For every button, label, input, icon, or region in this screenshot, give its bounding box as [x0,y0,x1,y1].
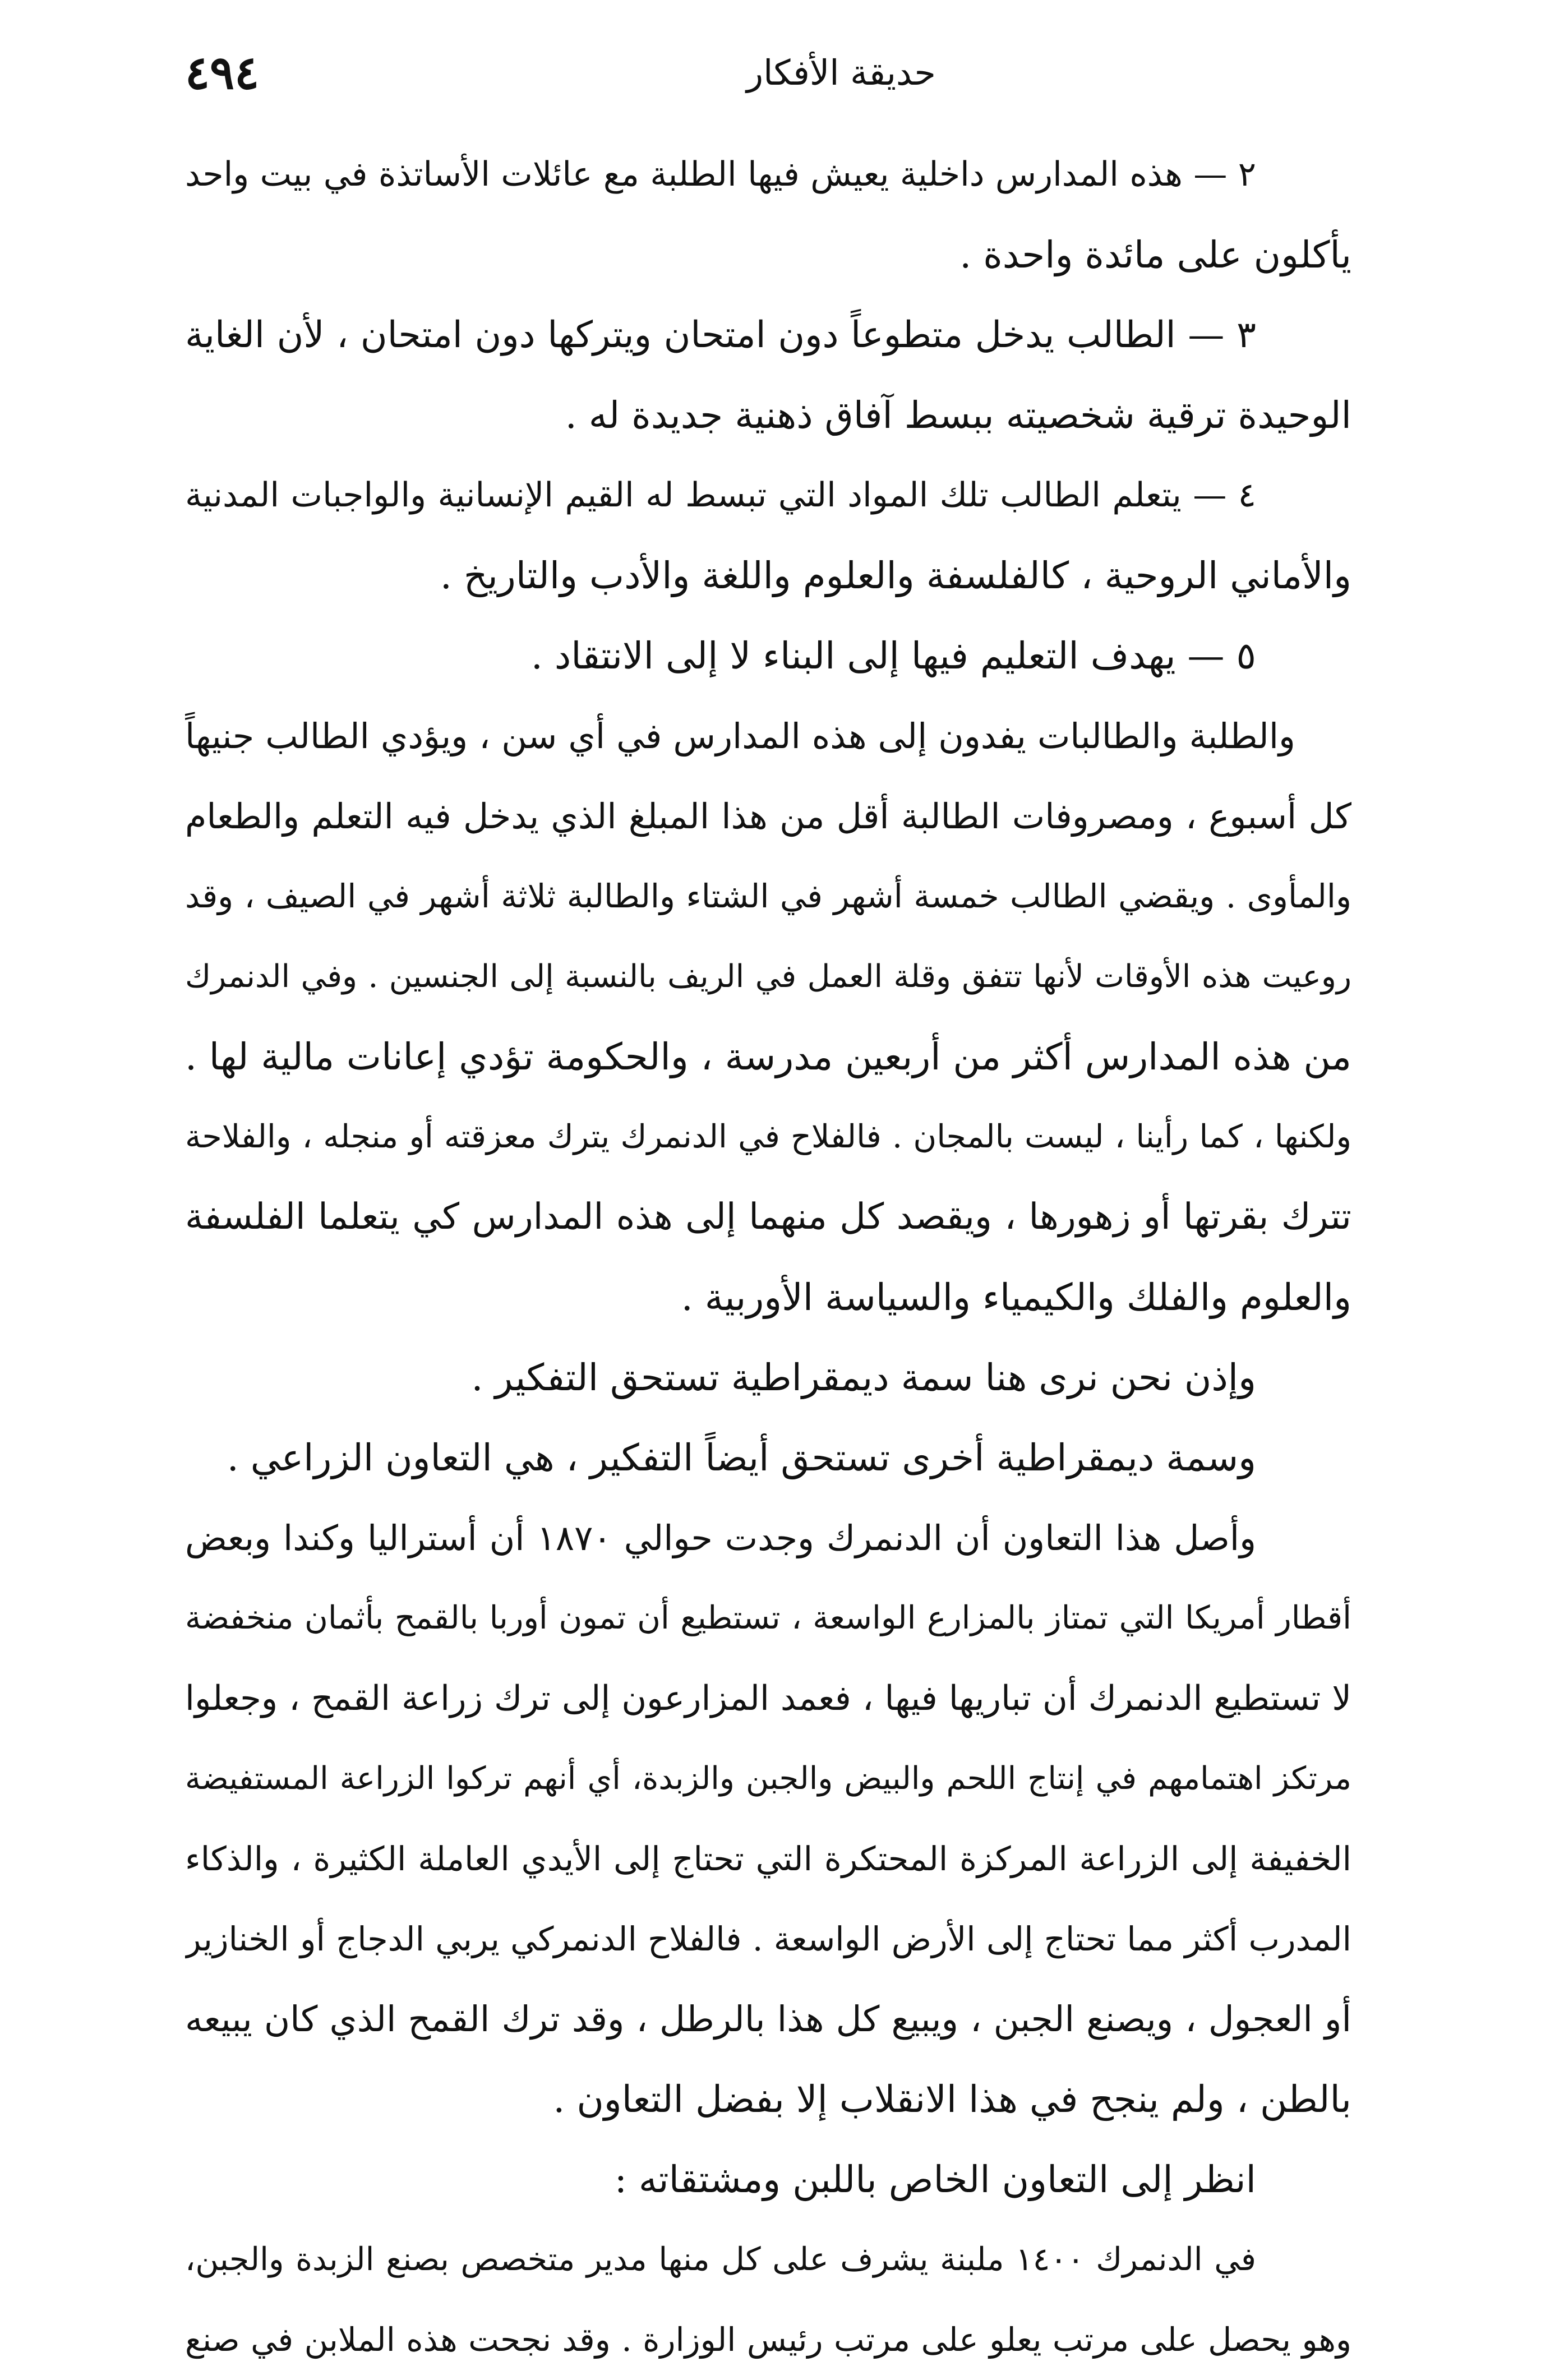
text-line: من هذه المدارس أكثر من أربعين مدرسة ، والحكومة تؤدي إعانات مالية لها . [185,1035,1351,1078]
text-line: بالطن ، ولم ينجح في هذا الانقلاب إلا بفضل التعاون . [553,2078,1351,2121]
text-line: المدرب أكثر مما تحتاج إلى الأرض الواسعة . فالفلاح الدنمركي يربي الدجاج أو الخنازير [185,1920,1351,1958]
text-line: ٢ — هذه المدارس داخلية يعيش فيها الطلبة مع عائلات الأساتذة في بيت واحد [185,155,1256,194]
text-line: ولكنها ، كما رأينا ، ليست بالمجان . فالفلاح في الدنمرك يترك معزقته أو منجله ، والفلاحة [185,1118,1351,1155]
text-line: وهو يحصل على مرتب يعلو على مرتب رئيس الوزارة . وقد نجحت هذه الملابن في صنع [185,2321,1351,2359]
text-line: والعلوم والفلك والكيمياء والسياسة الأوربية . [681,1276,1351,1319]
text-line: يأكلون على مائدة واحدة . [959,233,1351,276]
text-line: الخفيفة إلى الزراعة المركزة المحتكرة التي تحتاج إلى الأيدي العاملة الكثيرة ، والذكاء [185,1839,1351,1878]
text-line: لا تستطيع الدنمرك أن تباريها فيها ، فعمد المزارعون إلى ترك زراعة القمح ، وجعلوا [185,1678,1351,1718]
text-line: ٣ — الطالب يدخل متطوعاً دون امتحان ويتركها دون امتحان ، لأن الغاية [185,314,1256,356]
page-number: ٤٩٤ [185,46,260,100]
text-line: أو العجول ، ويصنع الجبن ، ويبيع كل هذا بالرطل ، وقد ترك القمح الذي كان يبيعه [185,1999,1351,2040]
text-line: وأصل هذا التعاون أن الدنمرك وجدت حوالي ١٨٧٠ أن أستراليا وكندا وبعض [185,1518,1257,1558]
text-line: وإذن نحن نرى هنا سمة ديمقراطية تستحق التفكير . [471,1356,1256,1399]
running-head [185,39,1346,107]
body-text [185,135,1351,2380]
book-title: حديقة الأفكار [746,52,936,93]
text-line: والطلبة والطالبات يفدون إلى هذه المدارس في أي سن ، ويؤدي الطالب جنيهاً [185,716,1295,757]
text-line: والمأوى . ويقضي الطالب خمسة أشهر في الشتاء والطالبة ثلاثة أشهر في الصيف ، وقد [185,877,1351,915]
text-line: كل أسبوع ، ومصروفات الطالبة أقل من هذا المبلغ الذي يدخل فيه التعلم والطعام [185,796,1351,837]
text-line: الوحيدة ترقية شخصيته ببسط آفاق ذهنية جديدة له . [565,394,1351,437]
text-line: ٤ — يتعلم الطالب تلك المواد التي تبسط له القيم الإنسانية والواجبات المدنية [185,476,1256,515]
text-line: مرتكز اهتمامهم في إنتاج اللحم والبيض والجبن والزبدة، أي أنهم تركوا الزراعة المستفيضة [185,1760,1351,1797]
text-line: والأماني الروحية ، كالفلسفة والعلوم واللغة والأدب والتاريخ . [440,554,1351,597]
text-line: انظر إلى التعاون الخاص باللبن ومشتقاته : [614,2158,1256,2201]
text-line: تترك بقرتها أو زهورها ، ويقصد كل منهما إلى هذه المدارس كي يتعلما الفلسفة [185,1196,1351,1238]
text-line: أقطار أمريكا التي تمتاز بالمزارع الواسعة ، تستطيع أن تمون أوربا بالقمح بأثمان منخفضة [185,1599,1351,1636]
text-line: وسمة ديمقراطية أخرى تستحق أيضاً التفكير ، هي التعاون الزراعي . [227,1436,1256,1479]
text-line: روعيت هذه الأوقات لأنها تتفق وقلة العمل في الريف بالنسبة إلى الجنسين . وفي الدنمرك [185,958,1351,995]
text-line: في الدنمرك ١٤٠٠ ملبنة يشرف على كل منها مدير متخصص بصنع الزبدة والجبن، [185,2241,1256,2278]
text-line: ٥ — يهدف التعليم فيها إلى البناء لا إلى الانتقاد . [530,634,1256,677]
